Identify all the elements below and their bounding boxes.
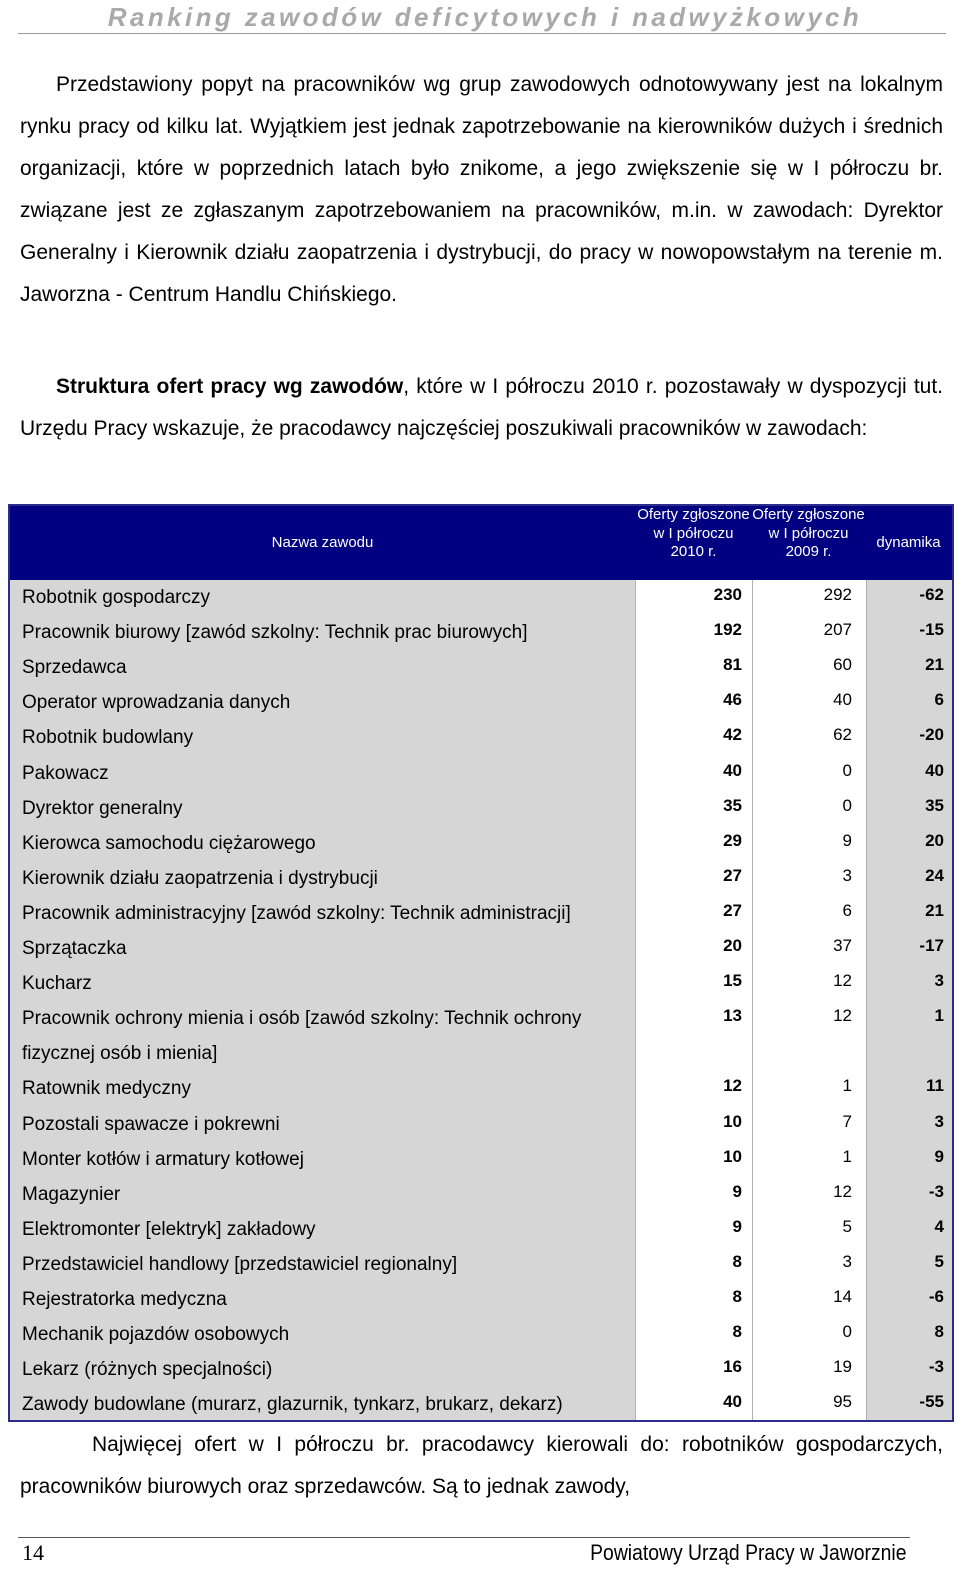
- cell-occupation-name: Operator wprowadzania danych: [22, 692, 291, 714]
- table-row: [10, 1001, 952, 1071]
- cell-dynamics: 35: [925, 795, 944, 815]
- cell-offers-2010: 40: [723, 760, 742, 780]
- cell-offers-2010: 8: [732, 1322, 742, 1342]
- cell-occupation-name: Rejestratorka medyczna: [22, 1289, 227, 1310]
- table-row: [10, 1107, 952, 1142]
- intro-paragraph-1-text: Przedstawiony popyt na pracowników wg grup zawodowych odnotowywany jest na lokalnym rynku pracy od kilku lat. Wyjątkiem jest jednak zapotrzebowanie na kierowników dużych i średnich organizacji, które w poprzednich latach było znikome, a jego zwiększenie się w I półroczu br. związane jest ze zgłaszanym zapotrzebowaniem na pracowników, m.in. w zawodach: Dyrektor Generalny i Kierownik działu zaopatrzenia i dystrybucji, do pracy w nowopowstałym na terenie m. Jaworzna - Centrum Handlu Chińskiego.: [20, 73, 943, 306]
- table-row: [10, 1142, 952, 1177]
- table-row: [10, 1212, 952, 1247]
- cell-dynamics: -3: [928, 1357, 944, 1377]
- table-row: [10, 826, 952, 861]
- table-row: [10, 1317, 952, 1352]
- cell-offers-2009: 1: [842, 1146, 852, 1166]
- cell-offers-2009: 12: [833, 1181, 852, 1201]
- cell-occupation-name: Ratownik medyczny: [22, 1078, 191, 1100]
- table-row: [10, 896, 952, 931]
- cell-dynamics: -15: [919, 620, 944, 640]
- header-dynamics: dynamika: [876, 533, 941, 551]
- table-row: [10, 756, 952, 791]
- cell-occupation-name: Elektromonter [elektryk] zakładowy: [22, 1218, 316, 1240]
- cell-offers-2009: 60: [833, 655, 852, 675]
- table-row: [10, 1177, 952, 1212]
- header-offers-2010: Oferty zgłoszone w I półroczu 2010 r.: [637, 506, 750, 560]
- cell-occupation-name: Kucharz: [22, 973, 92, 995]
- cell-occupation-name: Sprzątaczka: [22, 938, 127, 959]
- cell-offers-2010: 8: [732, 1251, 742, 1271]
- table-row: [10, 685, 952, 720]
- cell-offers-2009: 0: [842, 760, 852, 780]
- cell-occupation-name: Kierownik działu zaopatrzenia i dystrybucji: [22, 867, 378, 889]
- cell-occupation-name: Robotnik budowlany: [22, 727, 194, 749]
- cell-offers-2010: 10: [723, 1146, 742, 1166]
- cell-offers-2009: 3: [842, 1251, 852, 1271]
- cell-offers-2010: 12: [723, 1076, 742, 1096]
- cell-offers-2010: 230: [713, 585, 742, 604]
- cell-offers-2010: 46: [723, 690, 742, 710]
- cell-offers-2009: 12: [833, 1006, 852, 1026]
- cell-offers-2010: 9: [732, 1181, 742, 1201]
- cell-offers-2009: 14: [833, 1287, 852, 1306]
- cell-dynamics: 24: [925, 865, 944, 885]
- outro-paragraph: [20, 1424, 943, 1508]
- cell-occupation-name: Robotnik gospodarczy: [22, 587, 210, 608]
- table-header: [10, 506, 952, 580]
- cell-offers-2009: 292: [823, 585, 852, 604]
- cell-offers-2009: 9: [842, 830, 852, 850]
- cell-offers-2009: 7: [842, 1111, 852, 1131]
- cell-offers-2009: 40: [833, 690, 852, 710]
- cell-offers-2010: 27: [723, 865, 742, 885]
- occupations-table: [8, 504, 954, 1422]
- header-offers-2009: Oferty zgłoszone w I półroczu 2009 r.: [752, 506, 865, 560]
- footer-organization: Powiatowy Urząd Pracy w Jaworznie: [589, 1540, 906, 1565]
- cell-dynamics: 3: [934, 1111, 944, 1131]
- table-row: [10, 861, 952, 896]
- cell-occupation-name: Monter kotłów i armatury kotłowej: [22, 1148, 304, 1170]
- cell-offers-2009: 19: [833, 1357, 852, 1377]
- cell-offers-2010: 15: [723, 971, 742, 991]
- table-row: [10, 580, 952, 615]
- cell-dynamics: -3: [928, 1181, 944, 1201]
- cell-offers-2010: 20: [723, 936, 742, 955]
- cell-occupation-name: Zawody budowlane (murarz, glazurnik, tynkarz, brukarz, dekarz): [22, 1394, 563, 1416]
- cell-offers-2010: 27: [723, 900, 742, 920]
- cell-dynamics: -20: [919, 725, 944, 745]
- cell-occupation-name: Mechanik pojazdów osobowych: [22, 1324, 290, 1346]
- cell-occupation-name: Dyrektor generalny: [22, 797, 183, 819]
- cell-offers-2010: 13: [723, 1006, 742, 1026]
- cell-dynamics: -55: [919, 1392, 944, 1412]
- cell-dynamics: 5: [934, 1251, 944, 1271]
- table-row: [10, 1282, 952, 1317]
- cell-occupation-name: Pracownik administracyjny [zawód szkolny: Technik administracji]: [22, 902, 571, 924]
- cell-occupation-name: Sprzedawca: [22, 657, 127, 679]
- cell-dynamics: 6: [934, 690, 944, 710]
- cell-offers-2010: 10: [723, 1111, 742, 1131]
- cell-offers-2010: 16: [723, 1357, 742, 1377]
- cell-occupation-name: Pracownik ochrony mienia i osób [zawód szkolny: Technik ochrony fizycznej osób i mienia]: [22, 1008, 582, 1065]
- intro-paragraph-2: [20, 366, 943, 450]
- intro-paragraph-1: [20, 64, 943, 316]
- cell-offers-2010: 42: [723, 725, 742, 745]
- cell-occupation-name: Pracownik biurowy [zawód szkolny: Technik prac biurowych]: [22, 622, 528, 644]
- table-row: [10, 720, 952, 755]
- header-occupation-name: Nazwa zawodu: [271, 533, 374, 551]
- cell-dynamics: 9: [934, 1146, 944, 1166]
- cell-dynamics: 21: [925, 900, 944, 920]
- cell-dynamics: 3: [934, 971, 944, 991]
- cell-offers-2010: 8: [732, 1287, 742, 1306]
- table-row: [10, 966, 952, 1001]
- cell-offers-2009: 3: [842, 865, 852, 885]
- cell-offers-2010: 35: [723, 795, 742, 815]
- cell-offers-2010: 29: [723, 830, 742, 850]
- cell-dynamics: 1: [934, 1006, 944, 1026]
- cell-offers-2009: 62: [833, 725, 852, 745]
- table-row: [10, 791, 952, 826]
- cell-offers-2009: 0: [842, 1322, 852, 1342]
- cell-dynamics: -62: [919, 585, 944, 604]
- cell-occupation-name: Pakowacz: [22, 762, 109, 784]
- table-row: [10, 1352, 952, 1387]
- cell-dynamics: 4: [934, 1216, 944, 1236]
- running-header-title: Ranking zawodów deficytowych i nadwyżkowych: [107, 2, 863, 32]
- intro-paragraph-2-text: , które w I półroczu 2010 r. pozostawały w dyspozycji tut. Urzędu Pracy wskazuje, że pracodawcy najczęściej poszukiwali pracowników w zawodach:: [20, 375, 943, 440]
- cell-dynamics: -6: [928, 1287, 944, 1306]
- cell-offers-2010: 81: [723, 655, 742, 675]
- cell-occupation-name: Magazynier: [22, 1183, 121, 1205]
- cell-occupation-name: Pozostali spawacze i pokrewni: [22, 1113, 280, 1135]
- table-row: [10, 650, 952, 685]
- cell-offers-2009: 6: [842, 900, 852, 920]
- table-row: [10, 615, 952, 650]
- cell-offers-2010: 40: [723, 1392, 742, 1412]
- cell-dynamics: 21: [925, 655, 944, 675]
- intro-paragraph-2-bold: Struktura ofert pracy wg zawodów: [56, 375, 404, 398]
- table-row: [10, 1387, 952, 1422]
- table-row: [10, 931, 952, 966]
- header-divider: [18, 33, 946, 34]
- page-number: 14: [22, 1540, 44, 1565]
- cell-offers-2009: 5: [842, 1216, 852, 1236]
- cell-offers-2009: 1: [842, 1076, 852, 1096]
- table-row: [10, 1247, 952, 1282]
- cell-offers-2009: 95: [833, 1392, 852, 1412]
- cell-dynamics: 11: [926, 1076, 944, 1096]
- cell-occupation-name: Przedstawiciel handlowy [przedstawiciel regionalny]: [22, 1253, 458, 1275]
- cell-offers-2009: 0: [842, 795, 852, 815]
- cell-dynamics: -17: [919, 936, 944, 955]
- cell-dynamics: 40: [925, 760, 944, 780]
- cell-dynamics: 20: [925, 830, 944, 850]
- cell-offers-2009: 207: [823, 620, 852, 640]
- table-row: [10, 1071, 952, 1106]
- outro-paragraph-text: Najwięcej ofert w I półroczu br. pracodawcy kierowali do: robotników gospodarczych, pracowników biurowych oraz sprzedawców. Są to jednak zawody,: [20, 1433, 943, 1498]
- cell-dynamics: 8: [934, 1322, 944, 1342]
- cell-offers-2009: 37: [833, 936, 852, 955]
- footer-divider: [18, 1537, 910, 1538]
- cell-offers-2010: 192: [713, 620, 742, 640]
- cell-offers-2010: 9: [732, 1216, 742, 1236]
- cell-occupation-name: Kierowca samochodu ciężarowego: [22, 832, 316, 854]
- cell-offers-2009: 12: [833, 971, 852, 991]
- cell-occupation-name: Lekarz (różnych specjalności): [22, 1359, 273, 1381]
